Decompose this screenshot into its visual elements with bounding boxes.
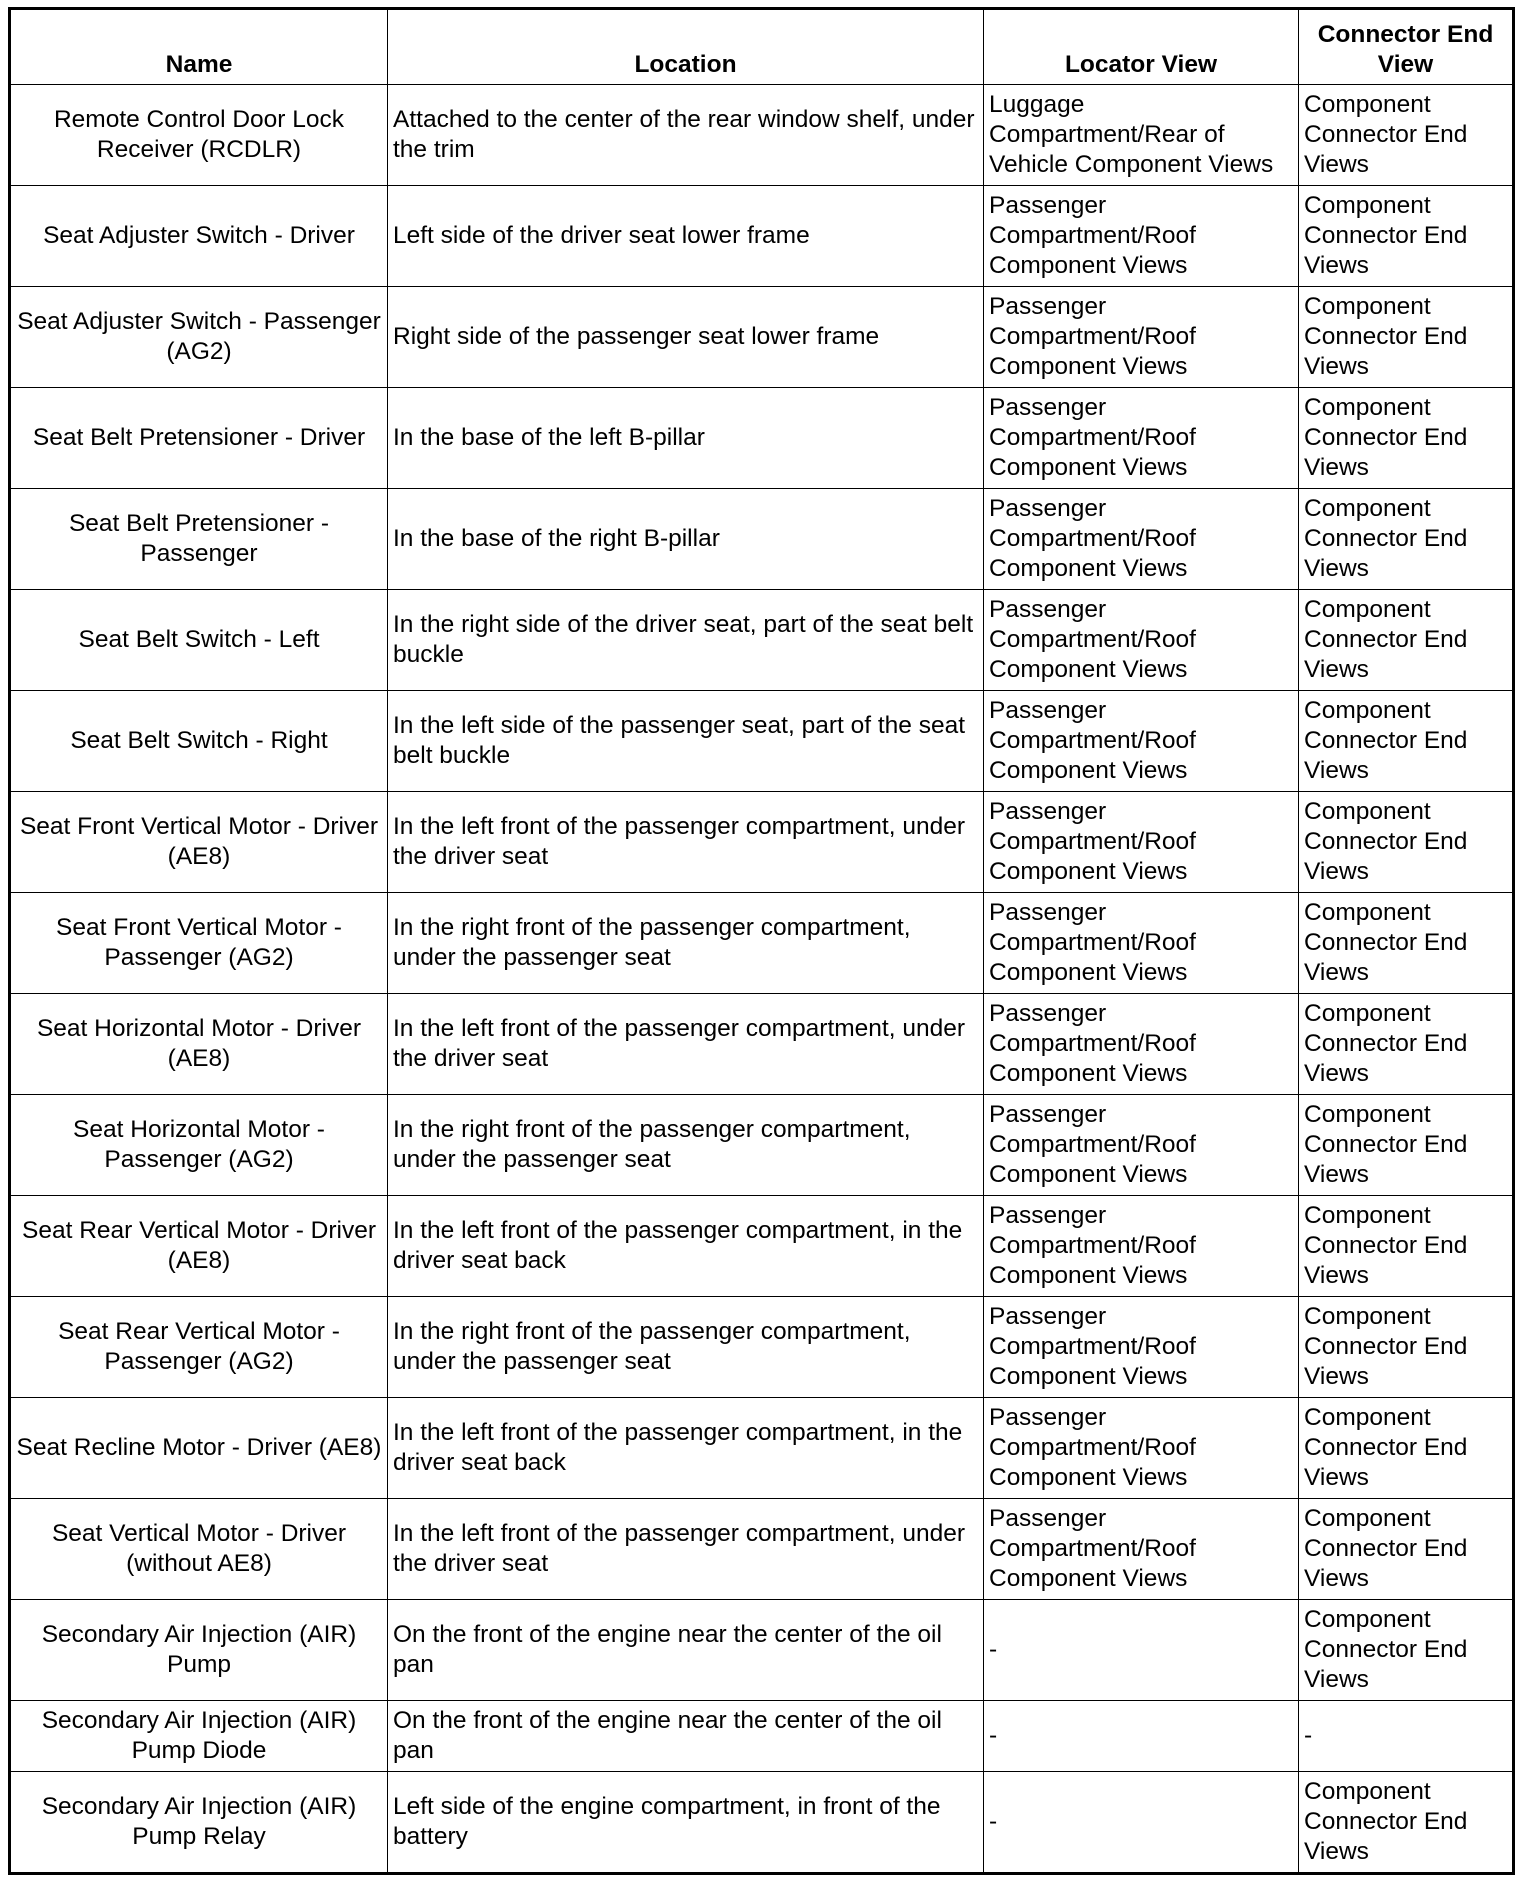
cell-connector-end-view[interactable]: Component Connector End Views — [1299, 691, 1514, 792]
cell-connector-end-view[interactable]: Component Connector End Views — [1299, 994, 1514, 1095]
cell-locator-view: - — [984, 1772, 1299, 1874]
cell-locator-view[interactable]: Luggage Compartment/Rear of Vehicle Component Views — [984, 85, 1299, 186]
cell-connector-end-view[interactable]: Component Connector End Views — [1299, 1398, 1514, 1499]
table-header — [10, 9, 1514, 85]
cell-locator-view[interactable]: Passenger Compartment/Roof Component Views — [984, 1095, 1299, 1196]
cell-location: In the left front of the passenger compartment, in the driver seat back — [388, 1398, 984, 1499]
cell-locator-view[interactable]: Passenger Compartment/Roof Component Views — [984, 1297, 1299, 1398]
table-row — [10, 287, 1514, 388]
cell-locator-view[interactable]: Passenger Compartment/Roof Component Views — [984, 1499, 1299, 1600]
table-row — [10, 85, 1514, 186]
cell-name: Secondary Air Injection (AIR) Pump Diode — [10, 1701, 388, 1772]
cell-locator-view[interactable]: Passenger Compartment/Roof Component Views — [984, 792, 1299, 893]
cell-connector-end-view: - — [1299, 1701, 1514, 1772]
cell-location: On the front of the engine near the center of the oil pan — [388, 1701, 984, 1772]
cell-locator-view[interactable]: Passenger Compartment/Roof Component Views — [984, 287, 1299, 388]
cell-name: Remote Control Door Lock Receiver (RCDLR) — [10, 85, 388, 186]
cell-location: In the right front of the passenger compartment, under the passenger seat — [388, 1095, 984, 1196]
cell-locator-view[interactable]: Passenger Compartment/Roof Component Views — [984, 1398, 1299, 1499]
table-row — [10, 186, 1514, 287]
cell-location: Attached to the center of the rear window shelf, under the trim — [388, 85, 984, 186]
cell-name: Seat Front Vertical Motor - Passenger (AG2) — [10, 893, 388, 994]
cell-locator-view[interactable]: Passenger Compartment/Roof Component Views — [984, 691, 1299, 792]
table-row — [10, 994, 1514, 1095]
cell-locator-view[interactable]: Passenger Compartment/Roof Component Views — [984, 186, 1299, 287]
cell-name: Seat Vertical Motor - Driver (without AE8) — [10, 1499, 388, 1600]
cell-connector-end-view[interactable]: Component Connector End Views — [1299, 1196, 1514, 1297]
cell-name: Seat Belt Switch - Left — [10, 590, 388, 691]
cell-name: Secondary Air Injection (AIR) Pump Relay — [10, 1772, 388, 1874]
table-body — [10, 85, 1514, 1874]
table-row — [10, 691, 1514, 792]
cell-location: In the right side of the driver seat, part of the seat belt buckle — [388, 590, 984, 691]
cell-location: In the left front of the passenger compartment, in the driver seat back — [388, 1196, 984, 1297]
header-name: Name — [10, 9, 388, 85]
cell-name: Seat Belt Pretensioner - Passenger — [10, 489, 388, 590]
cell-connector-end-view[interactable]: Component Connector End Views — [1299, 489, 1514, 590]
table-row — [10, 1600, 1514, 1701]
cell-name: Seat Recline Motor - Driver (AE8) — [10, 1398, 388, 1499]
cell-name: Secondary Air Injection (AIR) Pump — [10, 1600, 388, 1701]
cell-location: Left side of the driver seat lower frame — [388, 186, 984, 287]
table-row — [10, 1398, 1514, 1499]
table-row — [10, 489, 1514, 590]
cell-connector-end-view[interactable]: Component Connector End Views — [1299, 85, 1514, 186]
table-row — [10, 1772, 1514, 1874]
cell-connector-end-view[interactable]: Component Connector End Views — [1299, 287, 1514, 388]
cell-location: Left side of the engine compartment, in front of the battery — [388, 1772, 984, 1874]
cell-locator-view[interactable]: Passenger Compartment/Roof Component Views — [984, 1196, 1299, 1297]
table-row — [10, 1196, 1514, 1297]
cell-location: Right side of the passenger seat lower frame — [388, 287, 984, 388]
cell-name: Seat Horizontal Motor - Driver (AE8) — [10, 994, 388, 1095]
cell-connector-end-view[interactable]: Component Connector End Views — [1299, 1095, 1514, 1196]
cell-location: In the right front of the passenger compartment, under the passenger seat — [388, 1297, 984, 1398]
cell-location: In the base of the right B-pillar — [388, 489, 984, 590]
cell-connector-end-view[interactable]: Component Connector End Views — [1299, 893, 1514, 994]
cell-name: Seat Adjuster Switch - Driver — [10, 186, 388, 287]
cell-name: Seat Front Vertical Motor - Driver (AE8) — [10, 792, 388, 893]
header-connector-end-view: Connector End View — [1299, 9, 1514, 85]
cell-connector-end-view[interactable]: Component Connector End Views — [1299, 1297, 1514, 1398]
cell-connector-end-view[interactable]: Component Connector End Views — [1299, 590, 1514, 691]
table-row — [10, 388, 1514, 489]
cell-name: Seat Belt Switch - Right — [10, 691, 388, 792]
cell-connector-end-view[interactable]: Component Connector End Views — [1299, 1772, 1514, 1874]
table-row — [10, 1499, 1514, 1600]
header-locator-view: Locator View — [984, 9, 1299, 85]
cell-locator-view: - — [984, 1600, 1299, 1701]
component-locator-table — [8, 7, 1515, 1875]
table-row — [10, 1701, 1514, 1772]
header-location: Location — [388, 9, 984, 85]
table-row — [10, 1297, 1514, 1398]
cell-locator-view[interactable]: Passenger Compartment/Roof Component Views — [984, 489, 1299, 590]
table-row — [10, 590, 1514, 691]
table-row — [10, 893, 1514, 994]
cell-connector-end-view[interactable]: Component Connector End Views — [1299, 388, 1514, 489]
cell-location: On the front of the engine near the center of the oil pan — [388, 1600, 984, 1701]
header-row — [10, 9, 1514, 85]
cell-locator-view[interactable]: Passenger Compartment/Roof Component Views — [984, 994, 1299, 1095]
cell-locator-view[interactable]: Passenger Compartment/Roof Component Views — [984, 388, 1299, 489]
cell-connector-end-view[interactable]: Component Connector End Views — [1299, 1600, 1514, 1701]
cell-locator-view: - — [984, 1701, 1299, 1772]
cell-location: In the left front of the passenger compartment, under the driver seat — [388, 1499, 984, 1600]
cell-name: Seat Belt Pretensioner - Driver — [10, 388, 388, 489]
cell-locator-view[interactable]: Passenger Compartment/Roof Component Views — [984, 590, 1299, 691]
cell-location: In the base of the left B-pillar — [388, 388, 984, 489]
cell-location: In the left side of the passenger seat, part of the seat belt buckle — [388, 691, 984, 792]
cell-connector-end-view[interactable]: Component Connector End Views — [1299, 1499, 1514, 1600]
cell-connector-end-view[interactable]: Component Connector End Views — [1299, 792, 1514, 893]
cell-location: In the left front of the passenger compartment, under the driver seat — [388, 792, 984, 893]
cell-location: In the left front of the passenger compartment, under the driver seat — [388, 994, 984, 1095]
cell-connector-end-view[interactable]: Component Connector End Views — [1299, 186, 1514, 287]
cell-name: Seat Rear Vertical Motor - Passenger (AG2) — [10, 1297, 388, 1398]
table-row — [10, 792, 1514, 893]
cell-location: In the right front of the passenger compartment, under the passenger seat — [388, 893, 984, 994]
cell-name: Seat Rear Vertical Motor - Driver (AE8) — [10, 1196, 388, 1297]
cell-name: Seat Adjuster Switch - Passenger (AG2) — [10, 287, 388, 388]
cell-name: Seat Horizontal Motor - Passenger (AG2) — [10, 1095, 388, 1196]
cell-locator-view[interactable]: Passenger Compartment/Roof Component Views — [984, 893, 1299, 994]
table-row — [10, 1095, 1514, 1196]
